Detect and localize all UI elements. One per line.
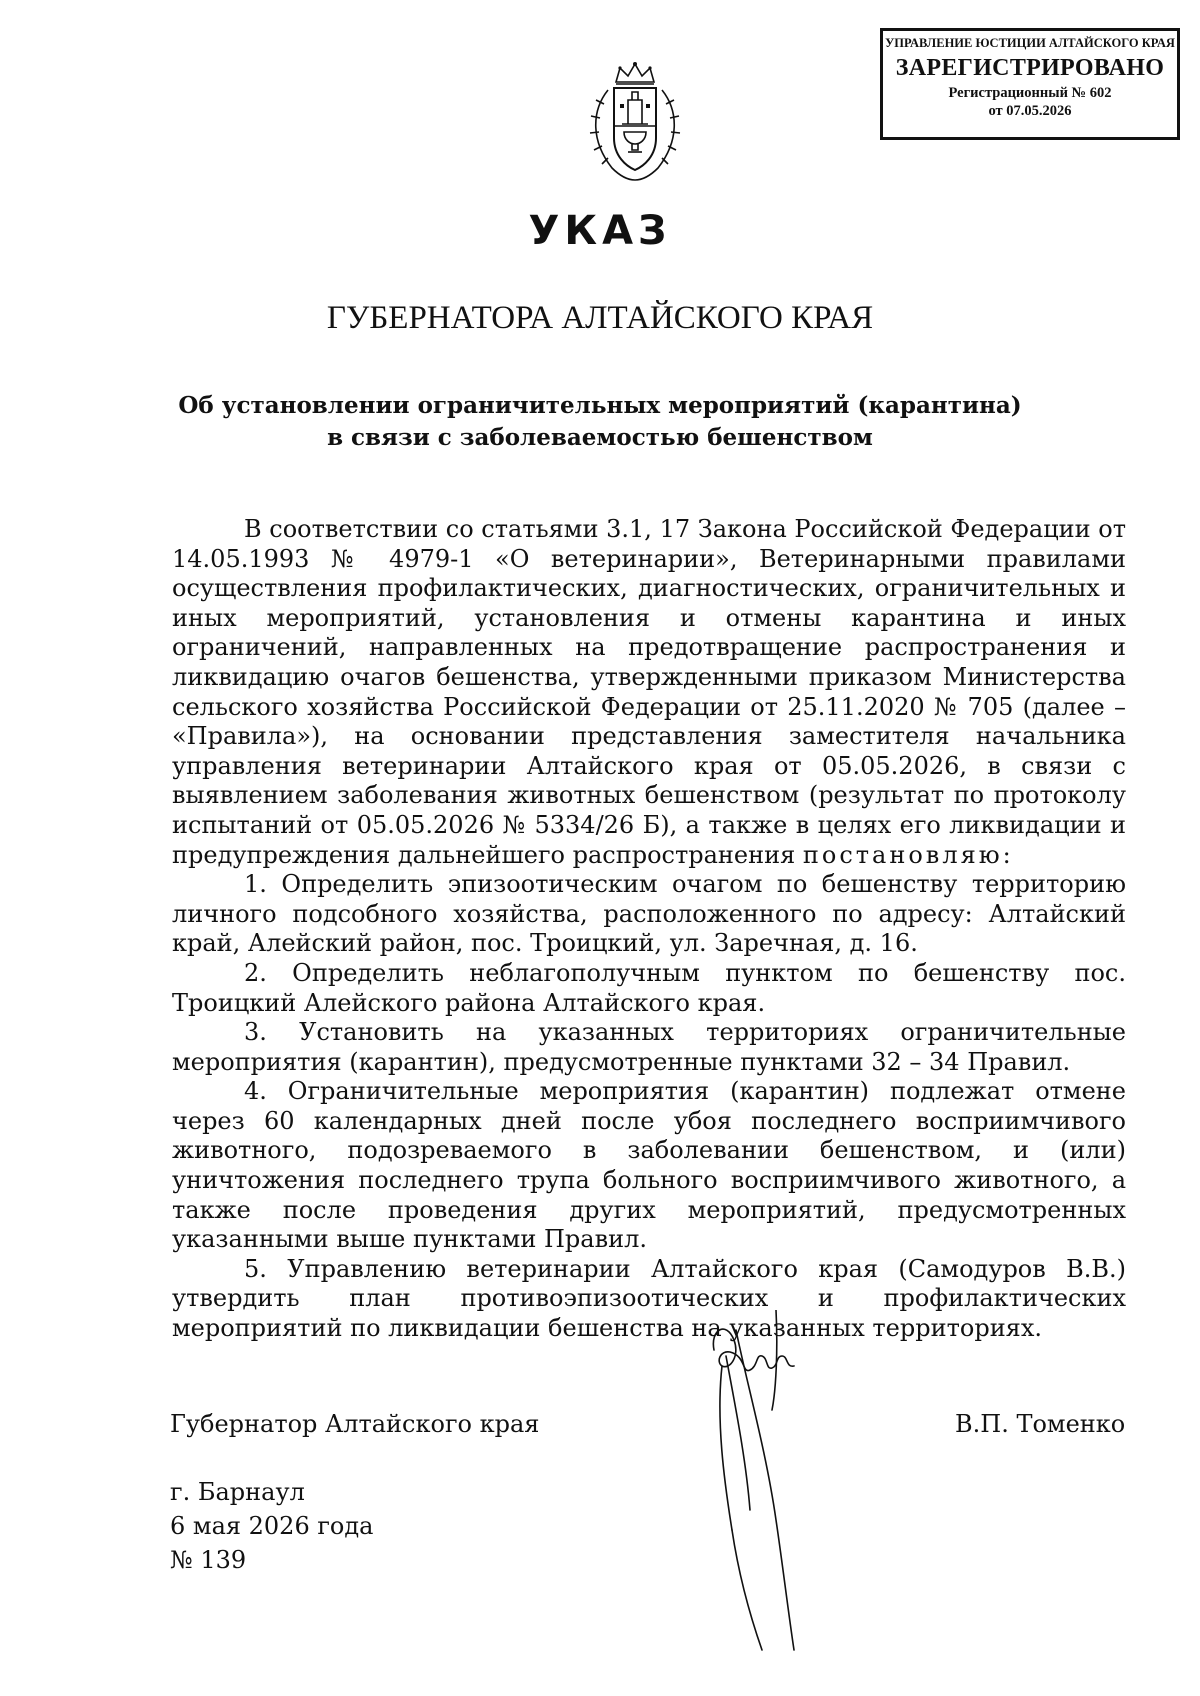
issue-details <box>170 1475 373 1577</box>
subject-line-2: в связи с заболеваемостью бешенством <box>327 424 873 451</box>
decree-item-1: 1. Определить эпизоотическим очагом по бешенству территорию личного подсобного хозяйства, расположенного по адресу: Алтайский край, Алейский район, пос. Троицкий, ул. Заречная, д. 16. <box>172 870 1126 958</box>
decree-item-2: 2. Определить неблагополучным пунктом по бешенству пос. Троицкий Алейского района Алтайского края. <box>172 958 1126 1017</box>
decree-item-3: 3. Установить на указанных территориях ограничительные мероприятия (карантин), предусмотренные пунктами 32 – 34 Правил. <box>172 1018 1126 1076</box>
handwritten-signature-icon <box>706 1310 896 1660</box>
registration-stamp <box>880 28 1180 140</box>
preamble-text: В соответствии со статьями 3.1, 17 Закона Российской Федерации от 14.05.1993 № 4979-1 «О ветеринарии», Ветеринарными правилами осуществления профилактических, диагностических, ограничительных и иных мероприятий, установления и отмены карантина и иных ограничений, направленных на предотвращение распространения и ликвидацию очагов бешенства, утвержденными приказом Министерства сельского хозяйства Российской Федерации от 25.11.2020 № 705 (далее – «Правила»), на основании представления заместителя начальника управления ветеринарии Алтайского края от 05.05.2026, в связи с выявлением заболевания животных бешенством (результат по протоколу испытаний от 05.05.2026 № 5334/26 Б), а также в целях его ликвидации и предупреждения дальнейшего распространения <box>172 515 1126 869</box>
decree-colon: : <box>1002 840 1011 869</box>
stamp-status: ЗАРЕГИСТРИРОВАНО <box>895 55 1165 81</box>
preamble-paragraph <box>172 515 1126 870</box>
signatory-name: В.П. Томенко <box>955 1410 1126 1438</box>
issue-city: г. Барнаул <box>170 1478 305 1506</box>
issuer-title: ГУБЕРНАТОРА АЛТАЙСКОГО КРАЯ <box>326 300 874 336</box>
stamp-reg-date: от 07.05.2026 <box>988 103 1072 119</box>
signatory-position: Губернатор Алтайского края <box>170 1410 540 1438</box>
document-type: УКАЗ <box>528 208 672 254</box>
document-subject <box>0 390 1200 454</box>
stamp-reg-number: Регистрационный № 602 <box>948 85 1112 101</box>
document-body <box>172 515 1126 1344</box>
decree-item-5: 5. Управлению ветеринарии Алтайского края (Самодуров В.В.) утвердить план противоэпизоотических и профилактических мероприятий по ликвидации бешенства на указанных территориях. <box>172 1254 1126 1343</box>
stamp-org: УПРАВЛЕНИЕ ЮСТИЦИИ АЛТАЙСКОГО КРАЯ <box>885 36 1175 50</box>
decree-item-4: 4. Ограничительные мероприятия (карантин) подлежат отмене через 60 календарных дней после убоя последнего восприимчивого животного, подозреваемого в заболевании бешенством, и (или) уничтожения последнего трупа больного восприимчивого животного, а также после проведения других мероприятий, предусмотренных указанными выше пунктами Правил. <box>172 1077 1126 1254</box>
issue-date: 6 мая 2026 года <box>170 1512 374 1540</box>
decree-number: № 139 <box>170 1546 247 1574</box>
altai-krai-coat-of-arms-icon <box>578 60 692 188</box>
decree-word: постановляю <box>802 840 1003 869</box>
subject-line-1: Об установлении ограничительных мероприятий (карантина) <box>178 392 1022 419</box>
